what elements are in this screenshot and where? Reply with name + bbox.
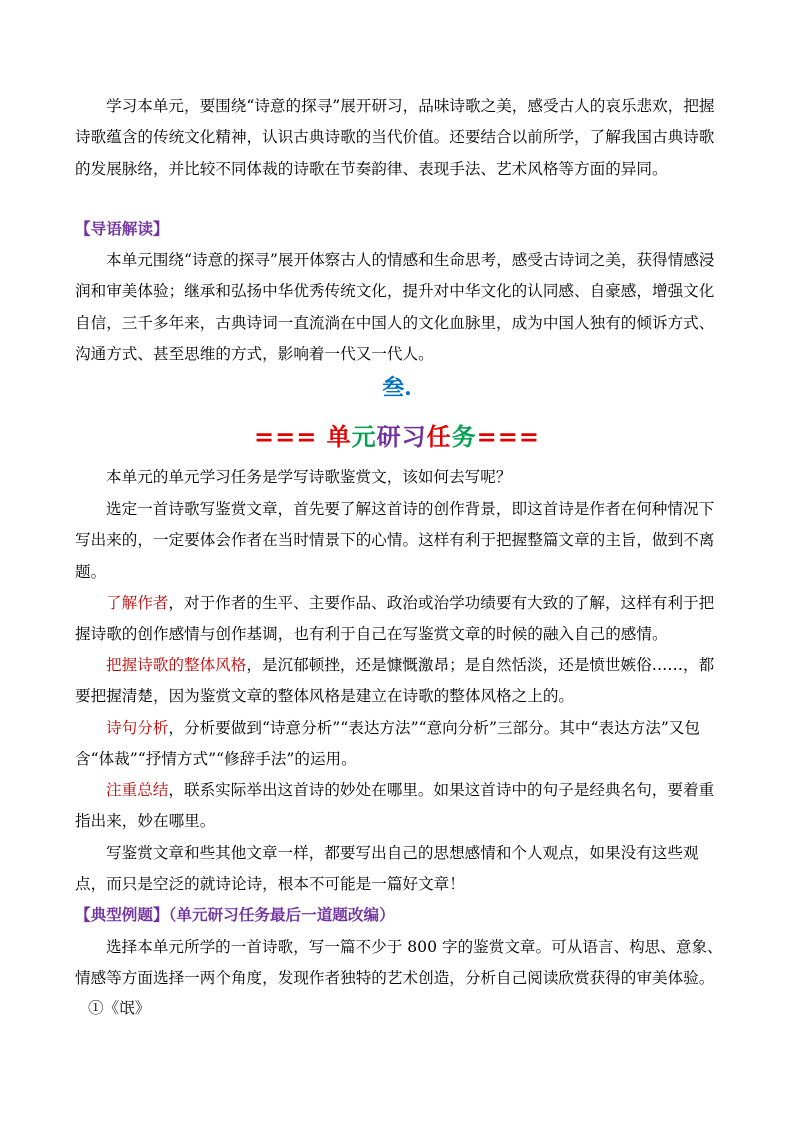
guide-paragraph: 本单元围绕“诗意的探寻”展开体察古人的情感和生命思考，感受古诗词之美，获得情感浸润和审美体验；继承和弘扬中华优秀传统文化，提升对中华文化的认同感、自豪感，增强文化自信，三千多年来，古典诗词一直流淌在中国人的文化血脉里，成为中国人独有的倾诉方式、沟通方式、甚至思维的方式，影响着一代又一代人。 (75, 251, 715, 363)
task-paragraph-5 (75, 713, 727, 776)
task-text: ，分析要做到“诗意分析”“表达方法”“意向分析”三部分。其中“表达方法”又包含“体裁”“抒情方式”“修辞手法”的运用。 (75, 719, 700, 769)
guide-heading: 【导语解读】 (75, 219, 169, 238)
title-char: 研 (376, 422, 402, 451)
task-paragraph-7: 写鉴赏文章和些其他文章一样，都要写出自己的思想感情和个人观点，如果没有这些观点，而只是空泛的就诗论诗，根本不可能是一篇好文章！ (75, 844, 699, 894)
title-char: 元 (351, 422, 377, 451)
example-heading-row (75, 903, 395, 927)
task-paragraph-2: 选定一首诗歌写鉴赏文章，首先要了解这首诗的创作背景，即这首诗是作者在何种情况下写出来的，一定要体会作者在当时情景下的心情。这样有利于把握整篇文章的主旨，做到不离题。 (75, 500, 715, 581)
task-text: ，对于作者的生平、主要作品、政治或治学功绩要有大致的了解，这样有利于把握诗歌的创作感情与创作基调，也有利于自己在写鉴赏文章的时候的融入自己的感情。 (75, 594, 715, 644)
task-paragraph-4 (75, 650, 727, 713)
example-paragraph: 选择本单元所学的一首诗歌，写一篇不少于 800 字的鉴赏文章。可从语言、构思、意象、情感等方面选择一两个角度，发现作者独特的艺术创造，分析自己阅读欣赏获得的审美体验。 (75, 938, 723, 988)
intro-paragraph: 学习本单元，要围绕“诗意的探寻”展开研习，品味诗歌之美，感受古人的哀乐悲欢，把握诗歌蕴含的传统文化精神，认识古典诗歌的当代价值。还要结合以前所学，了解我国古典诗歌的发展脉络，并比较不同体裁的诗歌在节奏韵律、表现手法、艺术风格等方面的异同。 (75, 97, 715, 178)
title-char: 任 (426, 422, 452, 451)
title-char: 单 (326, 422, 352, 451)
title-char: 务 (451, 422, 477, 451)
task-text: ，联系实际举出这首诗的妙处在哪里。如果这首诗中的句子是经典名句，要着重指出来，妙在哪里。 (75, 781, 715, 831)
example-heading: 【典型例题】 (75, 905, 169, 924)
title-deco-left: === (253, 422, 318, 451)
task-paragraph-6 (75, 775, 727, 838)
key-term: 了解作者 (106, 594, 169, 612)
task-paragraph-3 (75, 588, 727, 651)
key-term: 诗句分析 (106, 719, 169, 737)
title-deco-right: === (476, 422, 540, 451)
key-term: 把握诗歌的整体风格 (106, 656, 247, 674)
section-title (0, 420, 794, 454)
example-source: （单元研习任务最后一道题改编） (168, 905, 395, 924)
task-text: ，是沉郁顿挫，还是慷慨激昂；是自然恬淡，还是愤世嫉俗……，都要把握清楚，因为鉴赏文章的整体风格是建立在诗歌的整体风格之上的。 (75, 656, 715, 706)
section-mark: 叁. (382, 375, 412, 401)
task-paragraph-1: 本单元的单元学习任务是学写诗歌鉴赏文，该如何去写呢？ (106, 468, 512, 486)
title-char: 习 (401, 422, 427, 451)
example-item-1: ①《氓》 (88, 999, 151, 1017)
key-term: 注重总结 (106, 781, 169, 799)
